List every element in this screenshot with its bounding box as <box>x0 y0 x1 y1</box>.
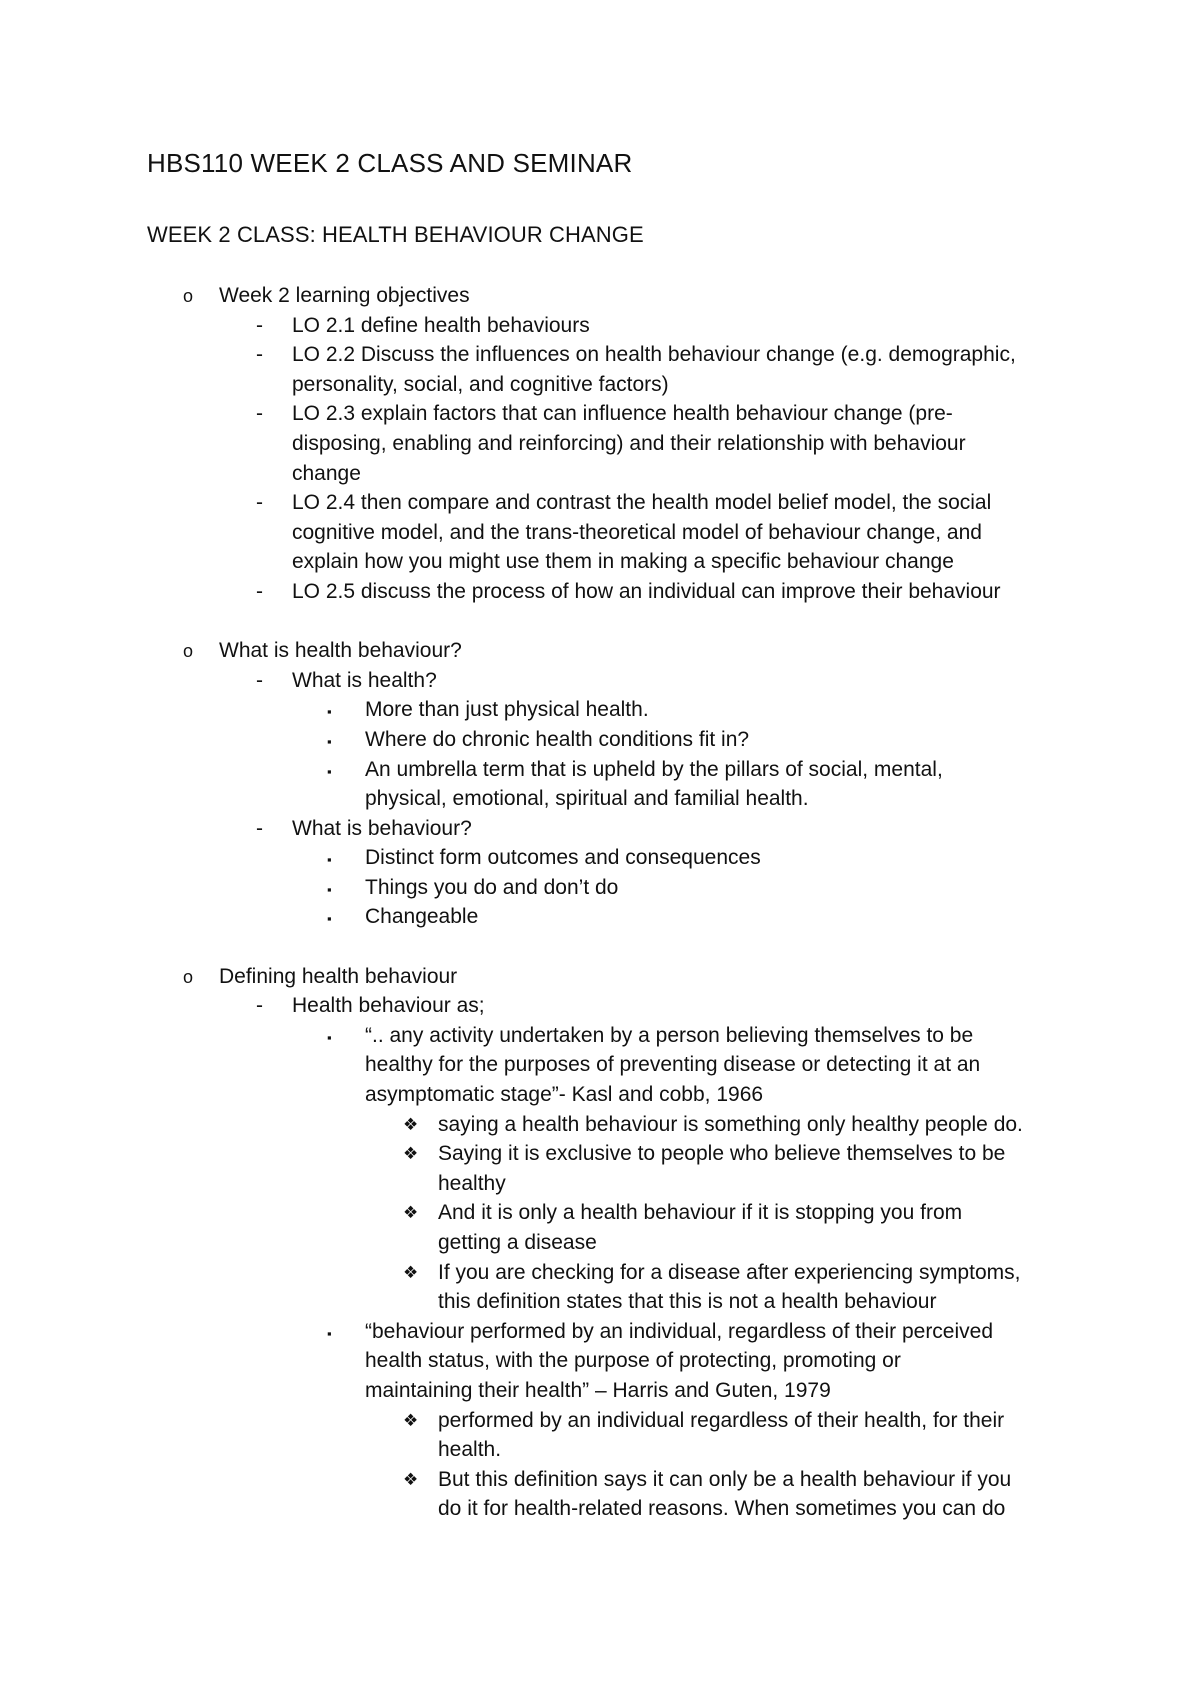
objective-line: LO 2.4 then compare and contrast the health model belief model, the social <box>292 491 992 515</box>
square-bullet-icon: ▪ <box>327 852 332 868</box>
objective-line: LO 2.1 define health behaviours <box>292 313 590 337</box>
objective-line: change <box>292 461 361 485</box>
heading-text: Defining health behaviour <box>219 964 458 988</box>
list-item-note <box>0 1258 1200 1317</box>
list-item-subheading <box>0 991 1200 1021</box>
list-item-subheading <box>0 814 1200 844</box>
point-line: More than just physical health. <box>365 698 649 722</box>
heading-text: What is health behaviour? <box>219 639 462 663</box>
objective-line: cognitive model, and the trans-theoretical model of behaviour change, and <box>292 520 982 544</box>
section-learning-objectives <box>0 281 1200 607</box>
definition-line: “.. any activity undertaken by a person believing themselves to be <box>365 1023 974 1047</box>
subheading-text: What is health? <box>292 668 437 692</box>
dash-bullet-icon: - <box>256 313 263 337</box>
note-line: And it is only a health behaviour if it is stopping you from <box>438 1201 963 1225</box>
subheading-text: Health behaviour as; <box>292 994 485 1018</box>
list-item-heading <box>0 636 1200 666</box>
list-item-objective <box>0 311 1200 341</box>
notes-body <box>0 281 1200 1524</box>
list-item-point <box>0 843 1200 873</box>
list-item-note <box>0 1110 1200 1140</box>
definition-line: healthy for the purposes of preventing disease or detecting it at an <box>365 1053 981 1077</box>
objective-line: LO 2.2 Discuss the influences on health behaviour change (e.g. demographic, <box>292 343 1016 367</box>
square-bullet-icon: ▪ <box>327 763 332 779</box>
list-item-subheading <box>0 666 1200 696</box>
point-line: physical, emotional, spiritual and familial health. <box>365 787 809 811</box>
note-line: Saying it is exclusive to people who believe themselves to be <box>438 1142 1006 1166</box>
heading-text: Week 2 learning objectives <box>219 284 470 307</box>
square-bullet-icon: ▪ <box>327 1325 332 1341</box>
list-item-definition <box>0 1317 1200 1406</box>
point-line: Distinct form outcomes and consequences <box>365 846 761 870</box>
objective-line: LO 2.5 discuss the process of how an individual can improve their behaviour <box>292 579 1001 603</box>
note-line: performed by an individual regardless of their health, for their <box>438 1408 1005 1432</box>
dash-bullet-icon: - <box>256 343 263 367</box>
subheading-text: What is behaviour? <box>292 816 472 840</box>
square-bullet-icon: ▪ <box>327 733 332 749</box>
list-item-objective <box>0 340 1200 399</box>
point-line: Things you do and don’t do <box>365 875 619 899</box>
circle-bullet-icon: o <box>183 966 194 987</box>
list-item-note <box>0 1465 1200 1524</box>
objective-line: explain how you might use them in making a specific behaviour change <box>292 550 954 574</box>
list-item-note <box>0 1406 1200 1465</box>
note-line: getting a disease <box>438 1231 597 1254</box>
list-item-note <box>0 1139 1200 1198</box>
dash-bullet-icon: - <box>256 816 263 840</box>
list-item-definition <box>0 1021 1200 1110</box>
list-item-heading <box>0 281 1200 311</box>
diamond-bullet-icon: ❖ <box>403 1262 419 1282</box>
objective-line: disposing, enabling and reinforcing) and their relationship with behaviour <box>292 431 966 455</box>
list-item-objective <box>0 399 1200 488</box>
definition-line: health status, with the purpose of protecting, promoting or <box>365 1349 901 1373</box>
dash-bullet-icon: - <box>256 579 263 603</box>
list-item-point <box>0 695 1200 725</box>
square-bullet-icon: ▪ <box>327 704 332 720</box>
definition-line: “behaviour performed by an individual, regardless of their perceived <box>365 1319 994 1343</box>
list-item-point <box>0 873 1200 903</box>
circle-bullet-icon: o <box>183 641 194 662</box>
section-title: WEEK 2 CLASS: HEALTH BEHAVIOUR CHANGE <box>147 222 644 247</box>
dash-bullet-icon: - <box>256 994 263 1018</box>
diamond-bullet-icon: ❖ <box>403 1410 419 1430</box>
list-item-point <box>0 725 1200 755</box>
list-item-heading <box>0 962 1200 992</box>
note-line: do it for health-related reasons. When sometimes you can do <box>438 1497 1006 1521</box>
list-item-objective <box>0 488 1200 577</box>
document-title: HBS110 WEEK 2 CLASS AND SEMINAR <box>147 148 633 178</box>
definition-line: maintaining their health” – Harris and Guten, 1979 <box>365 1378 831 1402</box>
note-line: health. <box>438 1438 502 1462</box>
note-line: this definition states that this is not a health behaviour <box>438 1290 937 1314</box>
circle-bullet-icon: o <box>183 286 194 306</box>
point-line: Where do chronic health conditions fit in? <box>365 727 750 751</box>
section-defining-health-behaviour <box>0 962 1200 1524</box>
square-bullet-icon: ▪ <box>327 1029 332 1045</box>
note-line: If you are checking for a disease after experiencing symptoms, <box>438 1260 1021 1284</box>
note-line: healthy <box>438 1171 506 1195</box>
list-item-objective <box>0 577 1200 607</box>
diamond-bullet-icon: ❖ <box>403 1114 419 1134</box>
definition-line: asymptomatic stage”- Kasl and cobb, 1966 <box>365 1083 764 1107</box>
square-bullet-icon: ▪ <box>327 881 332 897</box>
diamond-bullet-icon: ❖ <box>403 1469 419 1489</box>
diamond-bullet-icon: ❖ <box>403 1144 419 1164</box>
list-item-note <box>0 1198 1200 1257</box>
objective-line: LO 2.3 explain factors that can influence health behaviour change (pre- <box>292 402 953 426</box>
point-line: Changeable <box>365 905 479 929</box>
section-what-is-health-behaviour <box>0 636 1200 932</box>
dash-bullet-icon: - <box>256 402 263 426</box>
objective-line: personality, social, and cognitive factors) <box>292 372 669 396</box>
dash-bullet-icon: - <box>256 668 263 692</box>
dash-bullet-icon: - <box>256 491 263 515</box>
note-line: But this definition says it can only be a health behaviour if you <box>438 1467 1012 1491</box>
diamond-bullet-icon: ❖ <box>403 1203 419 1223</box>
list-item-point <box>0 902 1200 932</box>
list-item-point <box>0 755 1200 814</box>
square-bullet-icon: ▪ <box>327 911 332 927</box>
point-line: An umbrella term that is upheld by the pillars of social, mental, <box>365 757 943 781</box>
note-line: saying a health behaviour is something only healthy people do. <box>438 1112 1023 1136</box>
